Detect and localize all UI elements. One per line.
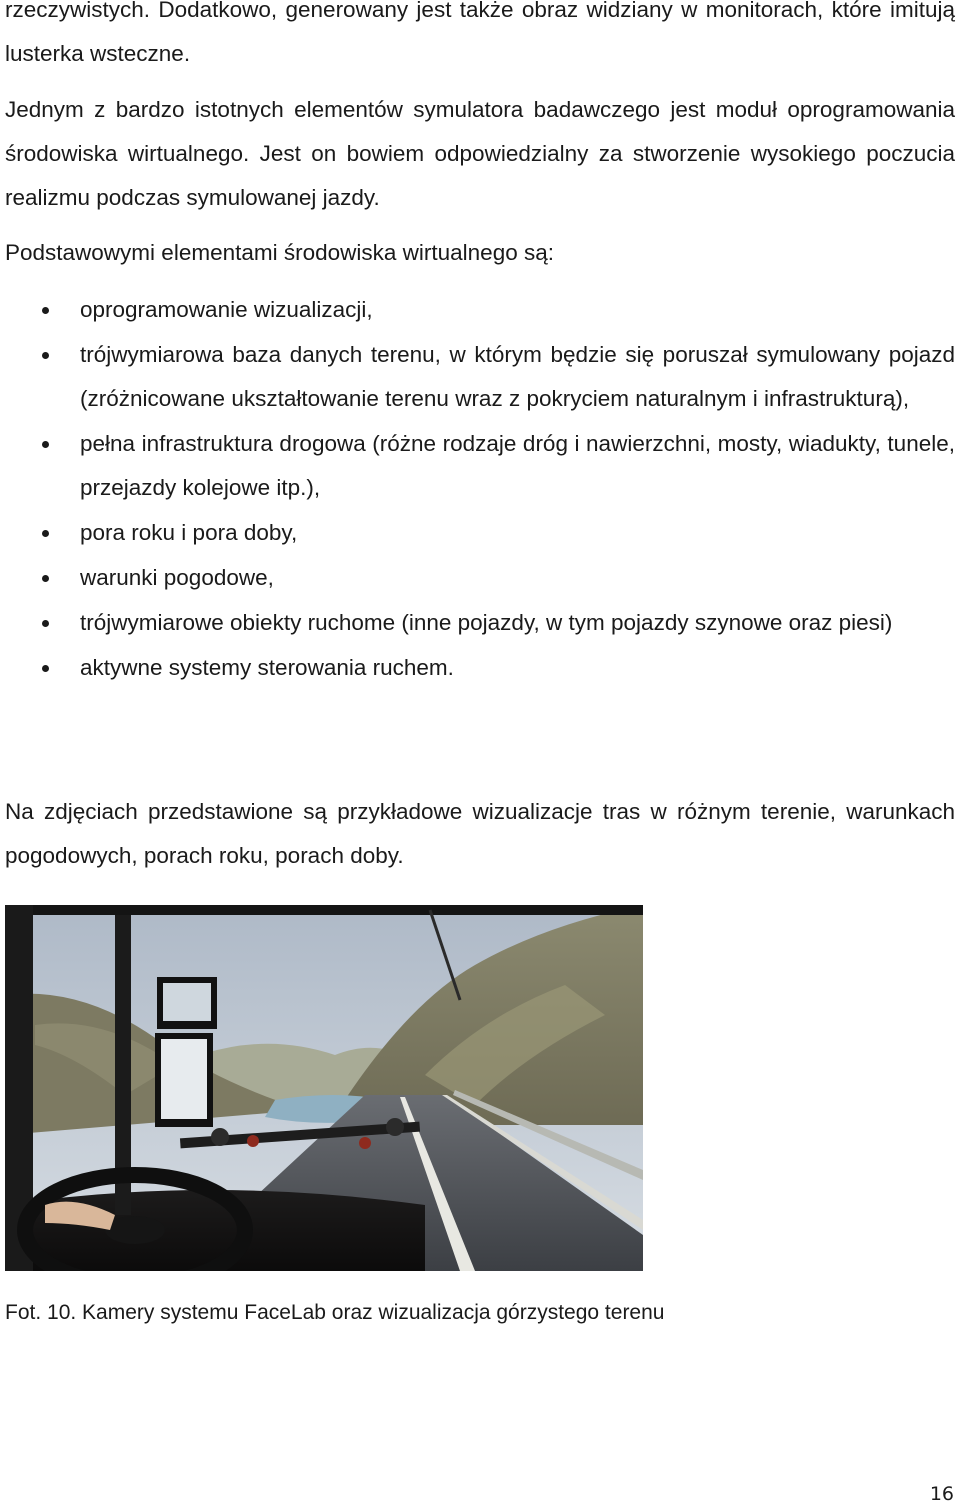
list-item: trójwymiarowe obiekty ruchome (inne pojazdy, w tym pojazdy szynowe oraz piesi): [0, 601, 955, 645]
list-item: pełna infrastruktura drogowa (różne rodzaje dróg i nawierzchni, mosty, wiadukty, tunele, przejazdy kolejowe itp.),: [0, 422, 955, 510]
list-item: warunki pogodowe,: [0, 556, 955, 600]
bullet-icon: [42, 530, 49, 537]
list-item: trójwymiarowa baza danych terenu, w którym będzie się poruszał symulowany pojazd (zróżnicowane ukształtowanie terenu wraz z pokryciem naturalnym i infrastrukturą),: [0, 333, 955, 421]
bullet-icon: [42, 620, 49, 627]
bullet-icon: [42, 575, 49, 582]
paragraph-photos-intro: Na zdjęciach przedstawione są przykładowe wizualizacje tras w różnym terenie, warunkach pogodowych, porach roku, porach doby.: [5, 799, 955, 868]
list-item: pora roku i pora doby,: [0, 511, 955, 555]
paragraph-virtual-environment-module: Jednym z bardzo istotnych elementów symulatora badawczego jest moduł oprogramowania środowiska wirtualnego. Jest on bowiem odpowiedzialny za stworzenie wysokiego poczucia realizmu podczas symulowanej jazdy.: [5, 97, 955, 210]
paragraph-list-intro: Podstawowymi elementami środowiska wirtualnego są:: [5, 240, 554, 265]
list-item: oprogramowanie wizualizacji,: [0, 288, 955, 332]
list-item: aktywne systemy sterowania ruchem.: [0, 646, 955, 690]
bullet-icon: [42, 352, 49, 359]
elements-bullet-list: [0, 288, 960, 691]
page-number: 16: [929, 1483, 954, 1505]
bullet-icon: [42, 665, 49, 672]
bullet-icon: [42, 441, 49, 448]
paragraph-intro-continuation: rzeczywistych. Dodatkowo, generowany jest także obraz widziany w monitorach, które imitują lusterka wsteczne.: [5, 0, 955, 66]
figure-caption: Fot. 10. Kamery systemu FaceLab oraz wizualizacja górzystego terenu: [5, 1301, 665, 1324]
simulator-photo: [5, 905, 643, 1271]
bullet-icon: [42, 307, 49, 314]
